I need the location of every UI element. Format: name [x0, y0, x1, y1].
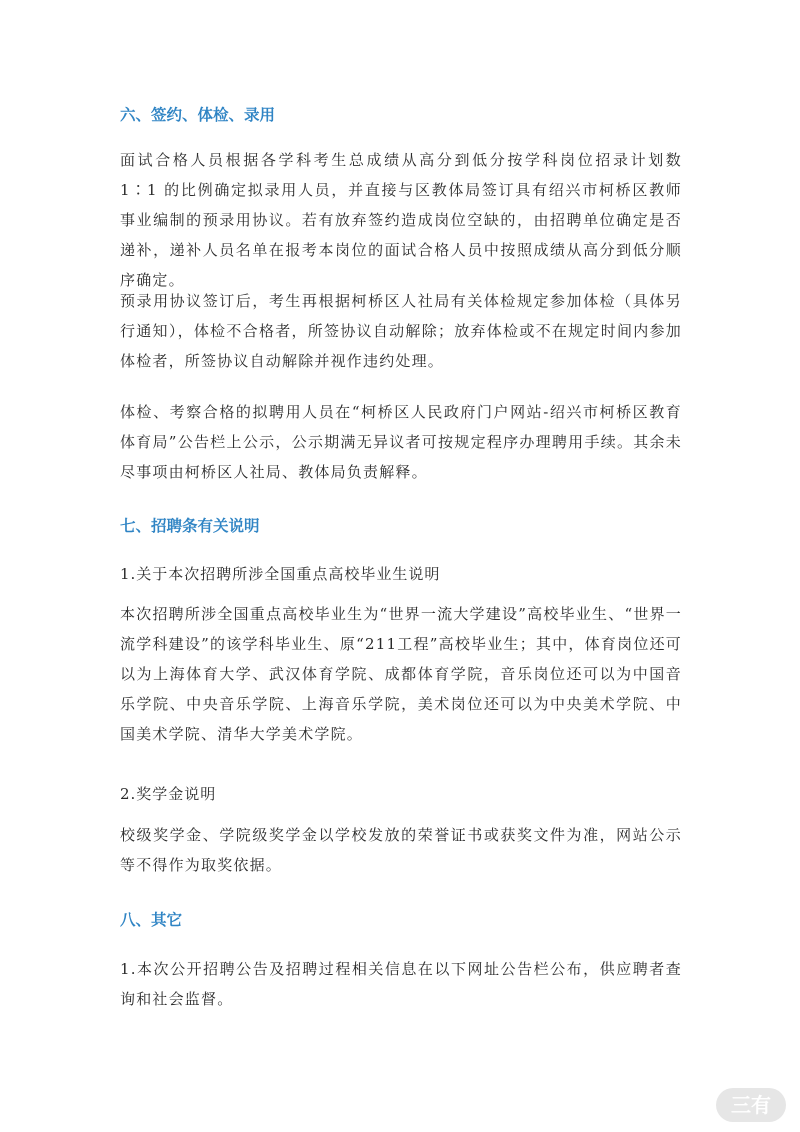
section-6-paragraph-2: 预录用协议签订后，考生再根据柯桥区人社局有关体检规定参加体检（具体另行通知），体检不合格者，所签协议自动解除；放弃体检或不在规定时间内参加体检者，所签协议自动解除并视作违约处理。 [120, 292, 682, 370]
section-7-paragraph-1: 本次招聘所涉全国重点高校毕业生为“世界一流大学建设”高校毕业生、“世界一流学科建设”的该学科毕业生、原“211工程”高校毕业生；其中，体育岗位还可以为上海体育大学、武汉体育学院、成都体育学院，音乐岗位还可以为中国音乐学院、中央音乐学院、上海音乐学院，美术岗位还可以为中央美术学院、中国美术学院、清华大学美术学院。 [120, 605, 682, 743]
site-watermark-logo: 三有 [716, 1088, 786, 1122]
section-6-paragraph-3: 体检、考察合格的拟聘用人员在“柯桥区人民政府门户网站-绍兴市柯桥区教育体育局”公告栏上公示，公示期满无异议者可按规定程序办理聘用手续。其余未尽事项由柯桥区人社局、教体局负责解释。 [120, 403, 682, 481]
section-7-subheading-1: 1.关于本次招聘所涉全国重点高校毕业生说明 [120, 565, 441, 583]
section-7-heading: 七、招聘条有关说明 [120, 516, 260, 535]
section-8-heading: 八、其它 [120, 910, 183, 929]
section-7-subheading-2: 2.奖学金说明 [120, 785, 217, 803]
section-8-paragraph-1: 1.本次公开招聘公告及招聘过程相关信息在以下网址公告栏公布，供应聘者查询和社会监督。 [120, 960, 682, 1008]
section-7-paragraph-2: 校级奖学金、学院级奖学金以学校发放的荣誉证书或获奖文件为准，网站公示等不得作为取奖依据。 [120, 826, 682, 874]
section-6-paragraph-1: 面试合格人员根据各学科考生总成绩从高分到低分按学科岗位招录计划数 1∶1 的比例确定拟录用人员，并直接与区教体局签订具有绍兴市柯桥区教师事业编制的预录用协议。若有放弃签约造成岗位空缺的，由招聘单位确定是否递补，递补人员名单在报考本岗位的面试合格人员中按照成绩从高分到低分顺序确定。 [120, 151, 682, 289]
section-6-heading: 六、签约、体检、录用 [120, 105, 276, 124]
